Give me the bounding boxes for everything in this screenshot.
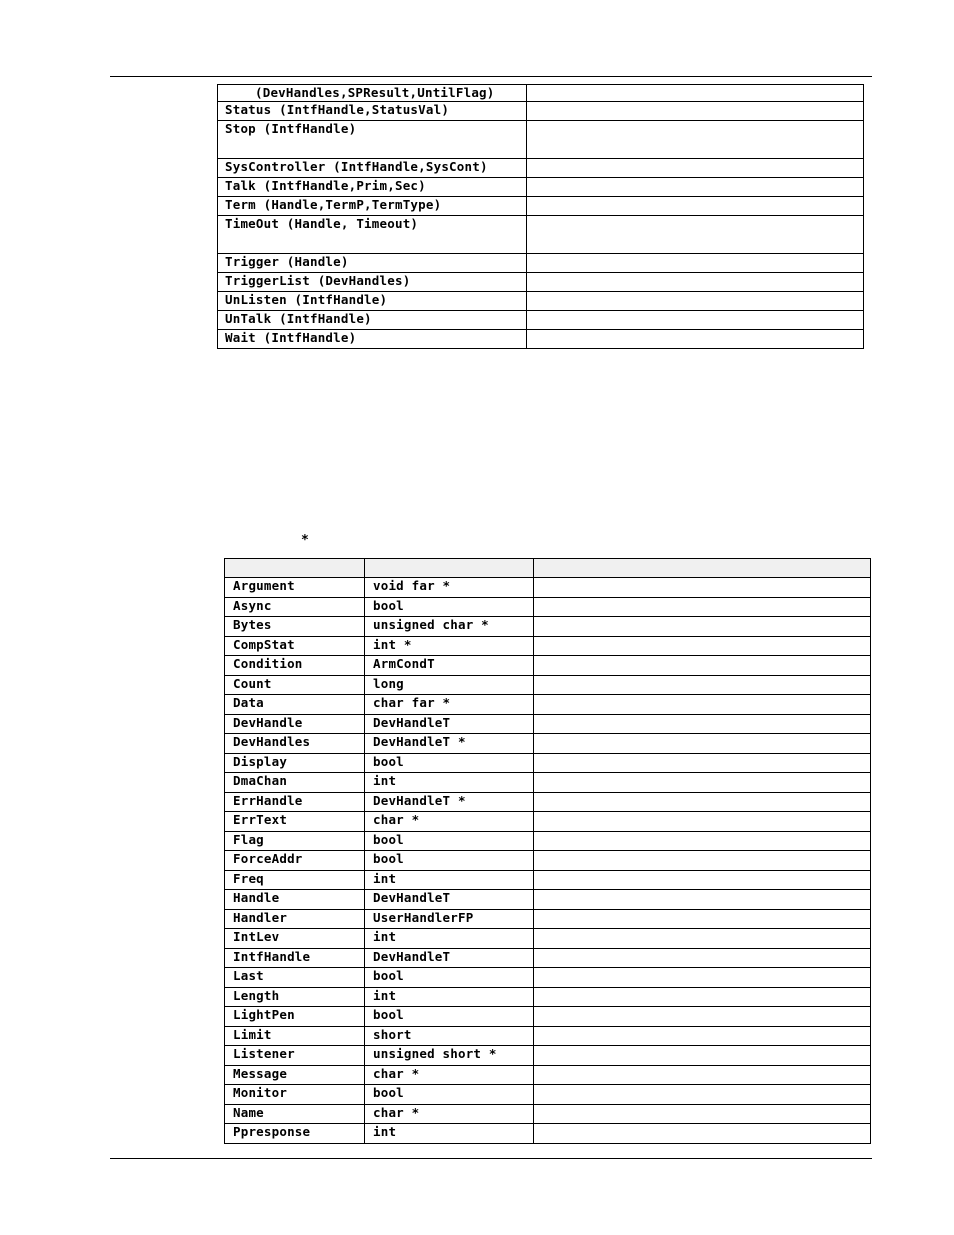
argument-description xyxy=(534,948,871,968)
table-row xyxy=(225,1026,871,1046)
argument-description xyxy=(534,890,871,910)
table-row xyxy=(218,292,864,311)
argument-description xyxy=(534,734,871,754)
table-row xyxy=(225,1085,871,1105)
argument-name: Data xyxy=(225,695,365,715)
argument-description xyxy=(534,597,871,617)
argument-name: Listener xyxy=(225,1046,365,1066)
table-row xyxy=(225,1046,871,1066)
argument-description xyxy=(534,987,871,1007)
table-row xyxy=(225,1104,871,1124)
table-row xyxy=(218,254,864,273)
argument-type: unsigned short * xyxy=(365,1046,534,1066)
argument-type: char * xyxy=(365,1104,534,1124)
argument-description xyxy=(534,656,871,676)
argument-name: Message xyxy=(225,1065,365,1085)
argument-description xyxy=(534,1007,871,1027)
function-signature: Stop (IntfHandle) xyxy=(218,121,527,159)
function-description xyxy=(527,311,864,330)
argument-type: char far * xyxy=(365,695,534,715)
table-row xyxy=(218,178,864,197)
table-row xyxy=(225,909,871,929)
function-description xyxy=(527,273,864,292)
function-description xyxy=(527,292,864,311)
function-description xyxy=(527,197,864,216)
argument-description xyxy=(534,1104,871,1124)
argument-name: Bytes xyxy=(225,617,365,637)
argument-name: DmaChan xyxy=(225,773,365,793)
argument-name: Argument xyxy=(225,578,365,598)
argument-type: long xyxy=(365,675,534,695)
table-row xyxy=(218,216,864,254)
argument-description xyxy=(534,1046,871,1066)
argument-name: Count xyxy=(225,675,365,695)
argument-table xyxy=(224,558,871,1144)
table-row xyxy=(218,121,864,159)
argument-type: bool xyxy=(365,597,534,617)
argument-description xyxy=(534,792,871,812)
argument-type: DevHandleT * xyxy=(365,734,534,754)
argument-name: DevHandles xyxy=(225,734,365,754)
argument-type: DevHandleT xyxy=(365,714,534,734)
argument-description xyxy=(534,695,871,715)
argument-name: CompStat xyxy=(225,636,365,656)
argument-type: bool xyxy=(365,753,534,773)
argument-type: char * xyxy=(365,812,534,832)
argument-type: int * xyxy=(365,636,534,656)
argument-name: LightPen xyxy=(225,1007,365,1027)
argument-name: Handler xyxy=(225,909,365,929)
table-row xyxy=(225,753,871,773)
table-row xyxy=(225,948,871,968)
function-description xyxy=(527,254,864,273)
argument-name: ErrText xyxy=(225,812,365,832)
argument-type: unsigned char * xyxy=(365,617,534,637)
table-row xyxy=(225,636,871,656)
argument-description xyxy=(534,773,871,793)
argument-description xyxy=(534,636,871,656)
argument-type: DevHandleT xyxy=(365,948,534,968)
table-row xyxy=(225,734,871,754)
table-row xyxy=(218,273,864,292)
argument-description xyxy=(534,578,871,598)
argument-description xyxy=(534,1085,871,1105)
footer-rule xyxy=(110,1158,872,1159)
argument-type: DevHandleT * xyxy=(365,792,534,812)
function-description xyxy=(527,85,864,102)
argument-name: Name xyxy=(225,1104,365,1124)
column-header-argument xyxy=(225,559,365,578)
table-row xyxy=(225,578,871,598)
argument-name: Handle xyxy=(225,890,365,910)
function-table xyxy=(217,84,864,349)
function-signature: Talk (IntfHandle,Prim,Sec) xyxy=(218,178,527,197)
function-signature: Wait (IntfHandle) xyxy=(218,330,527,349)
table-row xyxy=(225,890,871,910)
argument-type: ArmCondT xyxy=(365,656,534,676)
argument-name: ForceAddr xyxy=(225,851,365,871)
table-row xyxy=(225,597,871,617)
table-row xyxy=(218,159,864,178)
table-row xyxy=(225,792,871,812)
argument-type: bool xyxy=(365,968,534,988)
function-description xyxy=(527,102,864,121)
argument-description xyxy=(534,831,871,851)
argument-description xyxy=(534,909,871,929)
function-signature: Status (IntfHandle,StatusVal) xyxy=(218,102,527,121)
argument-description xyxy=(534,617,871,637)
function-signature: UnTalk (IntfHandle) xyxy=(218,311,527,330)
function-signature: TriggerList (DevHandles) xyxy=(218,273,527,292)
function-signature: Trigger (Handle) xyxy=(218,254,527,273)
table-row xyxy=(225,1065,871,1085)
table-row xyxy=(225,695,871,715)
argument-description xyxy=(534,675,871,695)
argument-type: bool xyxy=(365,1007,534,1027)
header-rule xyxy=(110,76,872,77)
table-row xyxy=(225,987,871,1007)
argument-type: int xyxy=(365,870,534,890)
column-header-description xyxy=(534,559,871,578)
argument-name: Limit xyxy=(225,1026,365,1046)
table-row xyxy=(225,1124,871,1144)
argument-type: int xyxy=(365,929,534,949)
argument-description xyxy=(534,929,871,949)
argument-name: DevHandle xyxy=(225,714,365,734)
argument-name: Async xyxy=(225,597,365,617)
table-row xyxy=(225,870,871,890)
argument-name: Monitor xyxy=(225,1085,365,1105)
function-description xyxy=(527,121,864,159)
table-row xyxy=(218,197,864,216)
table-row xyxy=(218,330,864,349)
argument-name: Display xyxy=(225,753,365,773)
function-signature: (DevHandles,SPResult,UntilFlag) xyxy=(218,85,527,102)
table-row xyxy=(218,85,864,102)
argument-type: bool xyxy=(365,851,534,871)
table-row xyxy=(225,675,871,695)
table-row xyxy=(225,656,871,676)
argument-description xyxy=(534,870,871,890)
argument-description xyxy=(534,1065,871,1085)
argument-description xyxy=(534,1124,871,1144)
function-description xyxy=(527,159,864,178)
function-signature: UnListen (IntfHandle) xyxy=(218,292,527,311)
argument-description xyxy=(534,753,871,773)
column-header-type xyxy=(365,559,534,578)
argument-name: IntfHandle xyxy=(225,948,365,968)
argument-description xyxy=(534,812,871,832)
table-row xyxy=(218,102,864,121)
function-description xyxy=(527,178,864,197)
table-row xyxy=(218,311,864,330)
table-row xyxy=(225,929,871,949)
argument-type: bool xyxy=(365,1085,534,1105)
argument-name: Condition xyxy=(225,656,365,676)
table-row xyxy=(225,812,871,832)
argument-name: Last xyxy=(225,968,365,988)
argument-description xyxy=(534,851,871,871)
argument-type: UserHandlerFP xyxy=(365,909,534,929)
argument-name: ErrHandle xyxy=(225,792,365,812)
argument-description xyxy=(534,714,871,734)
argument-description xyxy=(534,968,871,988)
argument-type: int xyxy=(365,987,534,1007)
function-signature: SysController (IntfHandle,SysCont) xyxy=(218,159,527,178)
table-row xyxy=(225,617,871,637)
argument-type: int xyxy=(365,773,534,793)
table-row xyxy=(225,851,871,871)
argument-name: Flag xyxy=(225,831,365,851)
argument-type: void far * xyxy=(365,578,534,598)
argument-name: Freq xyxy=(225,870,365,890)
function-signature: TimeOut (Handle, Timeout) xyxy=(218,216,527,254)
argument-type: bool xyxy=(365,831,534,851)
table-row xyxy=(225,773,871,793)
argument-description xyxy=(534,1026,871,1046)
argument-name: IntLev xyxy=(225,929,365,949)
table-header-row xyxy=(225,559,871,578)
argument-table-body xyxy=(225,578,871,1144)
argument-type: short xyxy=(365,1026,534,1046)
table-row xyxy=(225,714,871,734)
argument-type: char * xyxy=(365,1065,534,1085)
function-description xyxy=(527,330,864,349)
argument-name: Length xyxy=(225,987,365,1007)
table-row xyxy=(225,831,871,851)
table-row xyxy=(225,968,871,988)
function-signature: Term (Handle,TermP,TermType) xyxy=(218,197,527,216)
function-description xyxy=(527,216,864,254)
argument-type: int xyxy=(365,1124,534,1144)
table-row xyxy=(225,1007,871,1027)
footnote-asterisk: * xyxy=(301,533,309,548)
argument-name: Ppresponse xyxy=(225,1124,365,1144)
argument-type: DevHandleT xyxy=(365,890,534,910)
